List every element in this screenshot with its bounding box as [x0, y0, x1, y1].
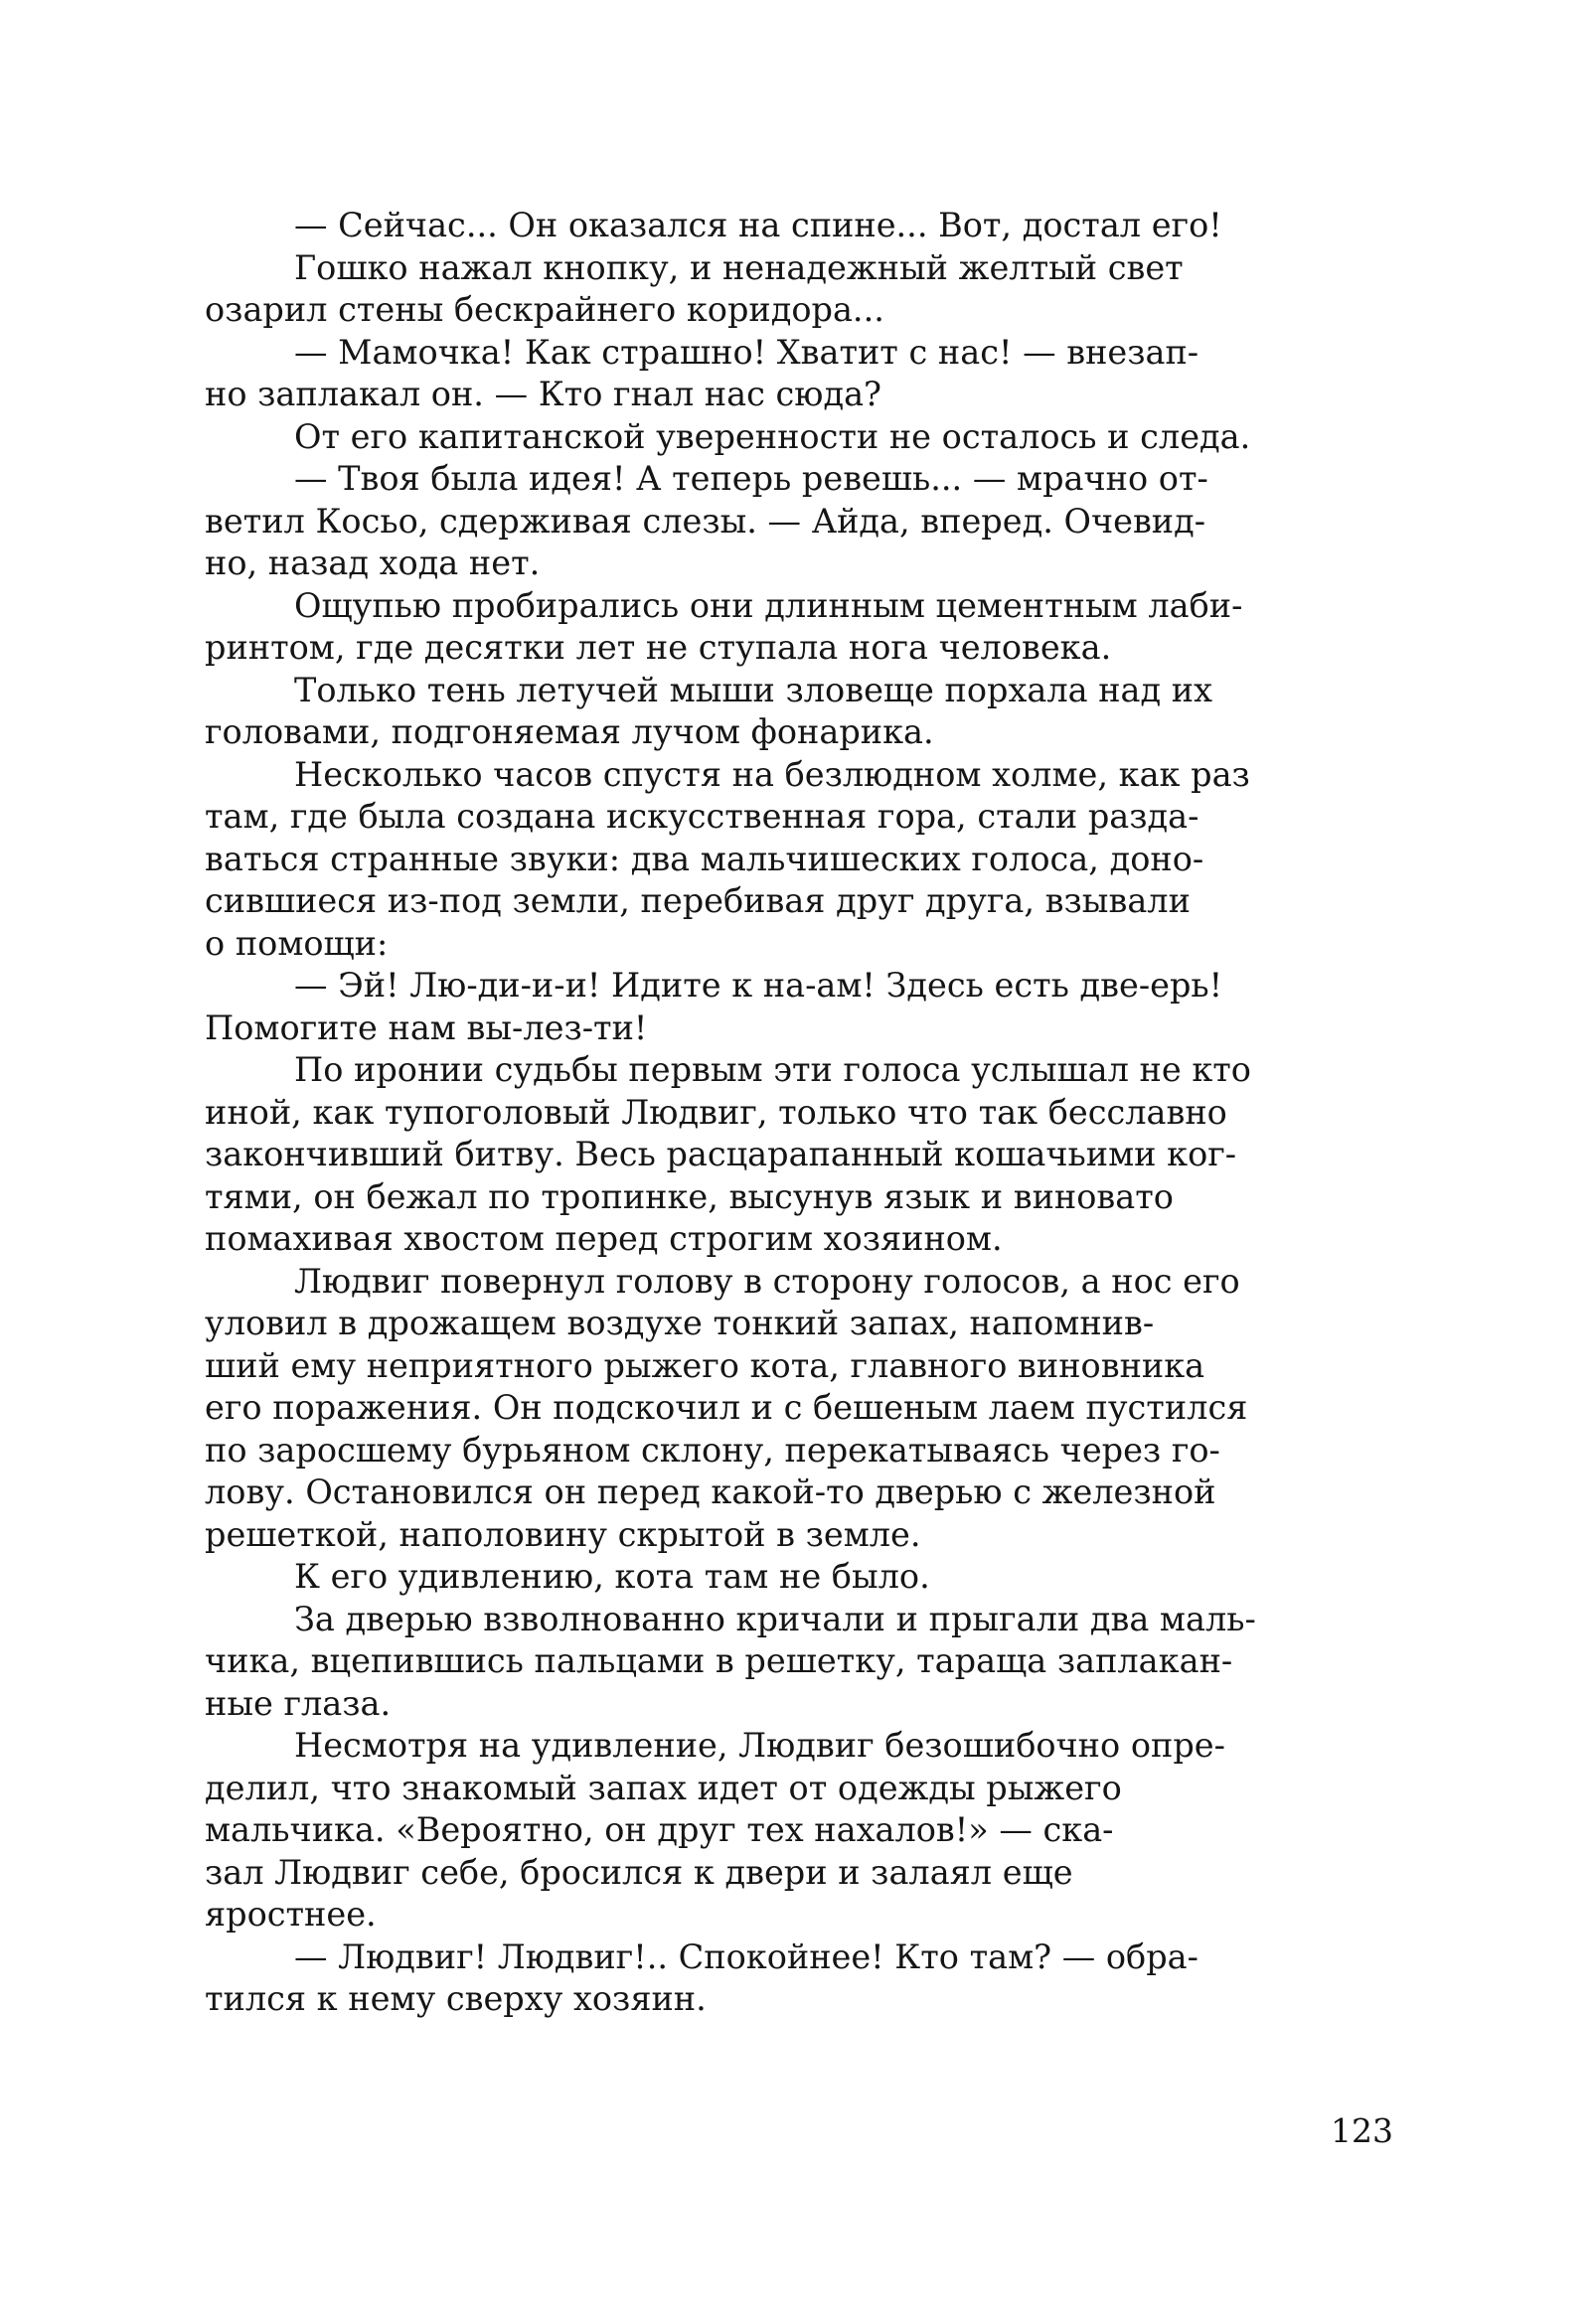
text-line: тился к нему сверху хозяин. — [205, 1979, 707, 2018]
text-line: От его капитанской уверенности не осталось и следа. — [294, 416, 1251, 456]
text-line: ринтом, где десятки лет не ступала нога человека. — [205, 628, 1112, 667]
text-line: яростнее. — [205, 1895, 377, 1934]
text-line: его поражения. Он подскочил и с бешеным лаем пустился — [205, 1388, 1248, 1427]
text-line: о помощи: — [205, 923, 389, 963]
text-line: Помогите нам вы-лез-ти! — [205, 1007, 648, 1047]
text-line: — Сейчас... Он оказался на спине... Вот, достал его! — [294, 206, 1222, 244]
text-line: ветил Косьо, сдерживая слезы. — Айда, вперед. Очевид- — [205, 501, 1206, 541]
text-line: делил, что знакомый запах идет от одежды рыжего — [205, 1768, 1122, 1807]
text-line: ший ему неприятного рыжего кота, главного виновника — [205, 1345, 1205, 1385]
text-line: но заплакал он. — Кто гнал нас сюда? — [205, 375, 882, 413]
text-line: помахивая хвостом перед строгим хозяином. — [205, 1219, 1003, 1258]
text-line: зал Людвиг себе, бросился к двери и залаял еще — [205, 1852, 1073, 1892]
text-line: озарил стены бескрайнего коридора... — [205, 290, 884, 329]
text-line: сившиеся из-под земли, перебивая друг друга, взывали — [205, 881, 1191, 920]
text-line: — Людвиг! Людвиг!.. Спокойнее! Кто там? — обра- — [294, 1937, 1198, 1976]
text-line: Гошко нажал кнопку, и ненадежный желтый свет — [294, 247, 1184, 287]
text-line: лову. Остановился он перед какой-то дверью с железной — [205, 1472, 1216, 1511]
text-line: — Мамочка! Как страшно! Хватит с нас! — внезап- — [294, 332, 1199, 372]
text-line: За дверью взволнованно кричали и прыгали два маль- — [294, 1599, 1256, 1638]
text-line: — Твоя была идея! А теперь ревешь... — мрачно от- — [294, 459, 1208, 498]
text-line: иной, как тупоголовый Людвиг, только что так бесславно — [205, 1092, 1227, 1132]
text-line: уловил в дрожащем воздухе тонкий запах, напомнив- — [205, 1304, 1155, 1342]
text-line: ные глаза. — [205, 1683, 392, 1723]
text-line: Только тень летучей мыши зловеще порхала над их — [294, 670, 1213, 709]
page-number: 123 — [1331, 2111, 1393, 2150]
text-line: Несколько часов спустя на безлюдном холме, как раз — [294, 754, 1250, 794]
text-line: но, назад хода нет. — [205, 543, 541, 582]
text-line: решеткой, наполовину скрытой в земле. — [205, 1514, 921, 1554]
text-line: мальчика. «Вероятно, он друг тех нахалов!» — ска- — [205, 1810, 1114, 1849]
text-line: закончивший битву. Весь расцарапанный кошачьими ког- — [205, 1135, 1237, 1173]
text-line: ваться странные звуки: два мальчишеских голоса, доно- — [205, 839, 1204, 878]
text-line: По иронии судьбы первым эти голоса услышал не кто — [294, 1050, 1251, 1089]
body-text — [205, 205, 1393, 2021]
text-line: Ощупью пробирались они длинным цементным лаби- — [294, 585, 1243, 625]
text-line: по заросшему бурьяном склону, перекатываясь через го- — [205, 1430, 1220, 1470]
text-line: головами, подгоняемая лучом фонарика. — [205, 712, 934, 751]
text-line: Людвиг повернул голову в сторону голосов, а нос его — [294, 1261, 1240, 1301]
text-line: — Эй! Лю-ди-и-и! Идите к на-ам! Здесь есть две-ерь! — [294, 966, 1223, 1005]
text-line: К его удивлению, кота там не было. — [294, 1557, 930, 1596]
text-line: чика, вцепившись пальцами в решетку, тараща заплакан- — [205, 1641, 1233, 1680]
text-line: там, где была создана искусственная гора, стали разда- — [205, 797, 1199, 836]
text-line: тями, он бежал по тропинке, высунув язык и виновато — [205, 1176, 1174, 1216]
text-line: Несмотря на удивление, Людвиг безошибочно опре- — [294, 1726, 1225, 1765]
